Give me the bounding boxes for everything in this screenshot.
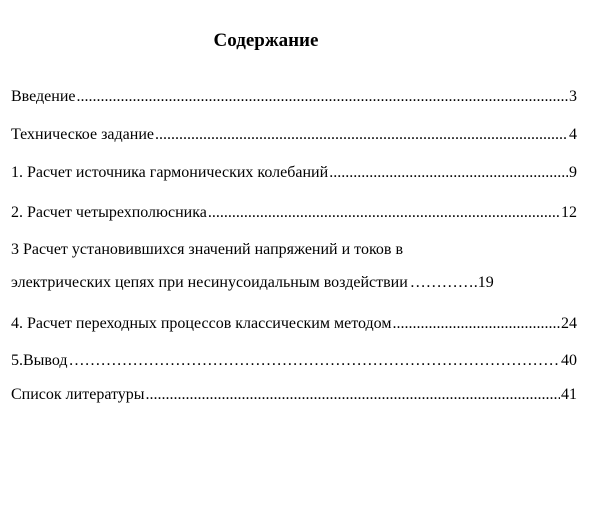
toc-entry-introduction xyxy=(11,87,577,107)
toc-leader xyxy=(329,163,568,183)
toc-entry-section-3-line2 xyxy=(11,273,572,293)
toc-entry-text: 2. Расчет четырехполюсника xyxy=(11,204,207,221)
toc-page-number: 24 xyxy=(561,315,577,332)
toc-entry-conclusion xyxy=(11,351,577,371)
toc-page-number: 9 xyxy=(569,164,577,181)
toc-entry-text: Список литературы xyxy=(11,386,145,403)
toc-entry-text: Введение xyxy=(11,88,76,105)
toc-entry-section-3-line1: 3 Расчет установившихся значений напряжений и токов в xyxy=(11,241,404,258)
toc-leader xyxy=(69,351,560,371)
toc-leader xyxy=(392,314,560,334)
toc-entry-section-2 xyxy=(11,203,577,223)
toc-title: Содержание xyxy=(213,30,319,51)
toc-entry-section-4 xyxy=(11,314,577,334)
toc-entry-text: 5.Вывод xyxy=(11,352,68,369)
toc-entry-text: электрических цепях при несинусоидальным воздействии xyxy=(11,274,408,291)
toc-leader xyxy=(77,87,569,107)
toc-page-number: 41 xyxy=(561,386,577,403)
toc-page-number: 19 xyxy=(477,274,494,291)
toc-entry-text: Техническое задание xyxy=(11,126,154,143)
toc-page-number: 40 xyxy=(561,352,577,369)
toc-entry-text: 1. Расчет источника гармонических колебаний xyxy=(11,164,329,181)
toc-page-number: 3 xyxy=(569,88,577,105)
toc-page-number: 4 xyxy=(569,126,577,143)
toc-entry-text: 4. Расчет переходных процессов классическим методом xyxy=(11,315,392,332)
toc-page-number: 12 xyxy=(561,204,577,221)
toc-leader xyxy=(208,203,560,223)
toc-entry-section-1 xyxy=(11,163,577,183)
toc-entry-technical-task xyxy=(11,125,577,145)
toc-leader: …………. xyxy=(409,274,478,291)
toc-leader xyxy=(146,385,560,405)
toc-entry-bibliography xyxy=(11,385,577,405)
toc-leader xyxy=(155,125,568,145)
